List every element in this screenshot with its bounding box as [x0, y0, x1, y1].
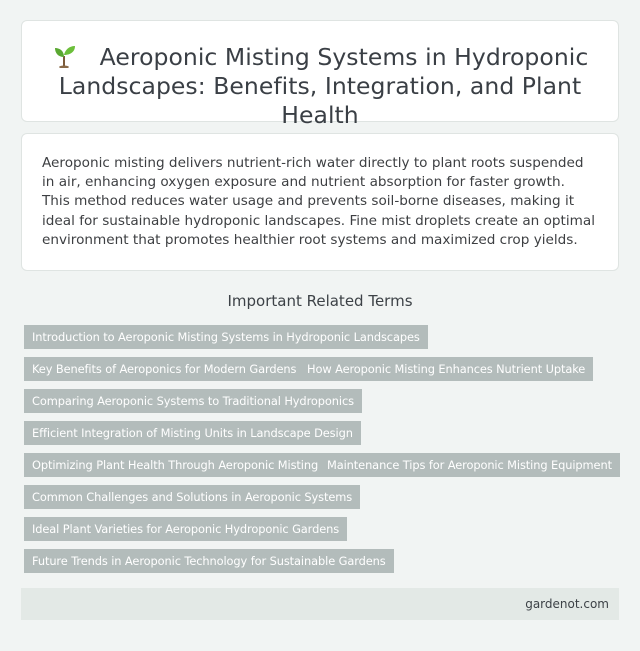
related-term-link[interactable]: How Aeroponic Misting Enhances Nutrient Uptake [299, 357, 593, 381]
footer-site-link[interactable]: gardenot.com [525, 597, 609, 611]
related-term-link[interactable]: Optimizing Plant Health Through Aeroponic Misting [24, 453, 326, 477]
title-line-1: Aeroponic Misting Systems in Hydroponic [99, 43, 589, 71]
related-term-link[interactable]: Maintenance Tips for Aeroponic Misting Equipment [319, 453, 620, 477]
related-term-link[interactable]: Comparing Aeroponic Systems to Traditional Hydroponics [24, 389, 362, 413]
related-term-link[interactable]: Efficient Integration of Misting Units in Landscape Design [24, 421, 361, 445]
related-term-link[interactable]: Key Benefits of Aeroponics for Modern Gardens [24, 357, 304, 381]
page-title [22, 43, 618, 130]
title-line-2: Landscapes: Benefits, Integration, and Plant Health [58, 72, 582, 129]
related-term-link[interactable]: Common Challenges and Solutions in Aeroponic Systems [24, 485, 360, 509]
seedling-icon [52, 44, 78, 68]
related-term-link[interactable]: Ideal Plant Varieties for Aeroponic Hydroponic Gardens [24, 517, 347, 541]
title-card [21, 20, 619, 129]
summary-card [21, 133, 619, 271]
footer [21, 588, 619, 620]
summary-text: Aeroponic misting delivers nutrient-rich water directly to plant roots suspended in air, enhancing oxygen exposure and nutrient absorption for faster growth. This method reduces water usage and prevents soil-borne diseases, making it ideal for sustainable hydroponic landscapes. Fine mist droplets create an optimal environment that promotes healthier root systems and maximized crop yields. [42, 155, 595, 248]
related-term-link[interactable]: Future Trends in Aeroponic Technology for Sustainable Gardens [24, 549, 394, 573]
related-term-link[interactable]: Introduction to Aeroponic Misting Systems in Hydroponic Landscapes [24, 325, 428, 349]
related-terms-heading: Important Related Terms [227, 292, 413, 310]
